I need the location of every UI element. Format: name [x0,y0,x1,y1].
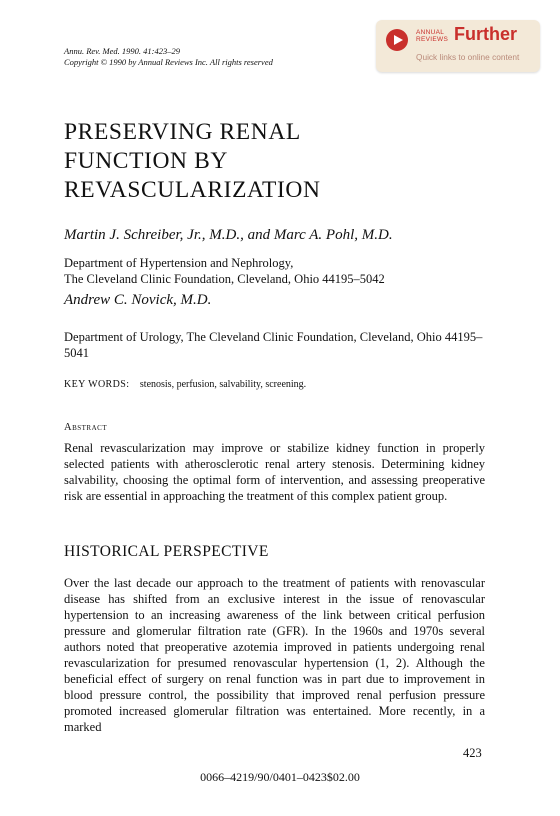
affiliation-2: Department of Urology, The Cleveland Clinic Foundation, Cleveland, Ohio 44195–5041 [64,330,483,360]
brand-text [416,29,448,43]
author-2: Andrew C. Novick, M.D. [64,292,212,308]
title-line-2: FUNCTION BY [64,148,228,174]
keywords-list: stenosis, perfusion, salvability, screening. [139,379,307,390]
annual-reviews-logo-icon [386,29,408,51]
brand-line-2: REVIEWS [416,36,449,43]
affiliation-1 [64,256,385,287]
article-title [64,118,321,205]
abstract-text: Renal revascularization may improve or stabilize kidney function in properly selected patients with atherosclerotic renal artery stenosis. Determining kidney salvability, choosing the optimal form of intervention, and assessing preoperative risk are essential in approaching the treatment of this complex patient group. [64,441,485,503]
section-body-text: Over the last decade our approach to the treatment of patients with renovascular disease has shifted from an exclusive interest in the issue of renovascular hypertension to an increasing awareness of the link between critical perfusion pressure and glomerular filtration rate (GFR). In the 1960s and 1970s several authors noted that preoperative azotemia improved in patients undergoing renal revascularization for presumed renovascular hypertension (1, 2). Although the beneficial effect of surgery on renal function was in part due to improvement in blood pressure control, the possibility that improved renal perfusion pressure promoted increased glomerular filtration was entertained. More recently, in a marked [64,576,485,734]
page-number: 423 [463,746,482,760]
affiliation-1-line-2: The Cleveland Clinic Foundation, Cleveland, Ohio 44195–5042 [64,271,385,286]
keywords [64,379,306,390]
annual-reviews-further-badge[interactable] [376,20,540,72]
article-code: 0066–4219/90/0401–0423$02.00 [200,770,360,784]
section-heading: HISTORICAL PERSPECTIVE [64,543,269,560]
affiliation-1-line-1: Department of Hypertension and Nephrology, [64,256,294,270]
citation-line-1: Annu. Rev. Med. 1990. 41:423–29 [64,46,180,56]
citation-line-2: Copyright © 1990 by Annual Reviews Inc. All rights reserved [64,57,273,67]
further-subtitle: Quick links to online content [416,52,520,62]
journal-citation [64,46,273,68]
abstract-heading: Abstract [64,422,108,433]
title-line-3: REVASCULARIZATION [64,177,321,203]
title-line-1: PRESERVING RENAL [64,119,301,145]
further-title: Further [454,24,517,44]
authors: Martin J. Schreiber, Jr., M.D., and Marc A. Pohl, M.D. [64,227,393,243]
brand-line-1: ANNUAL [416,29,445,36]
keywords-label: KEY WORDS: [64,379,130,390]
